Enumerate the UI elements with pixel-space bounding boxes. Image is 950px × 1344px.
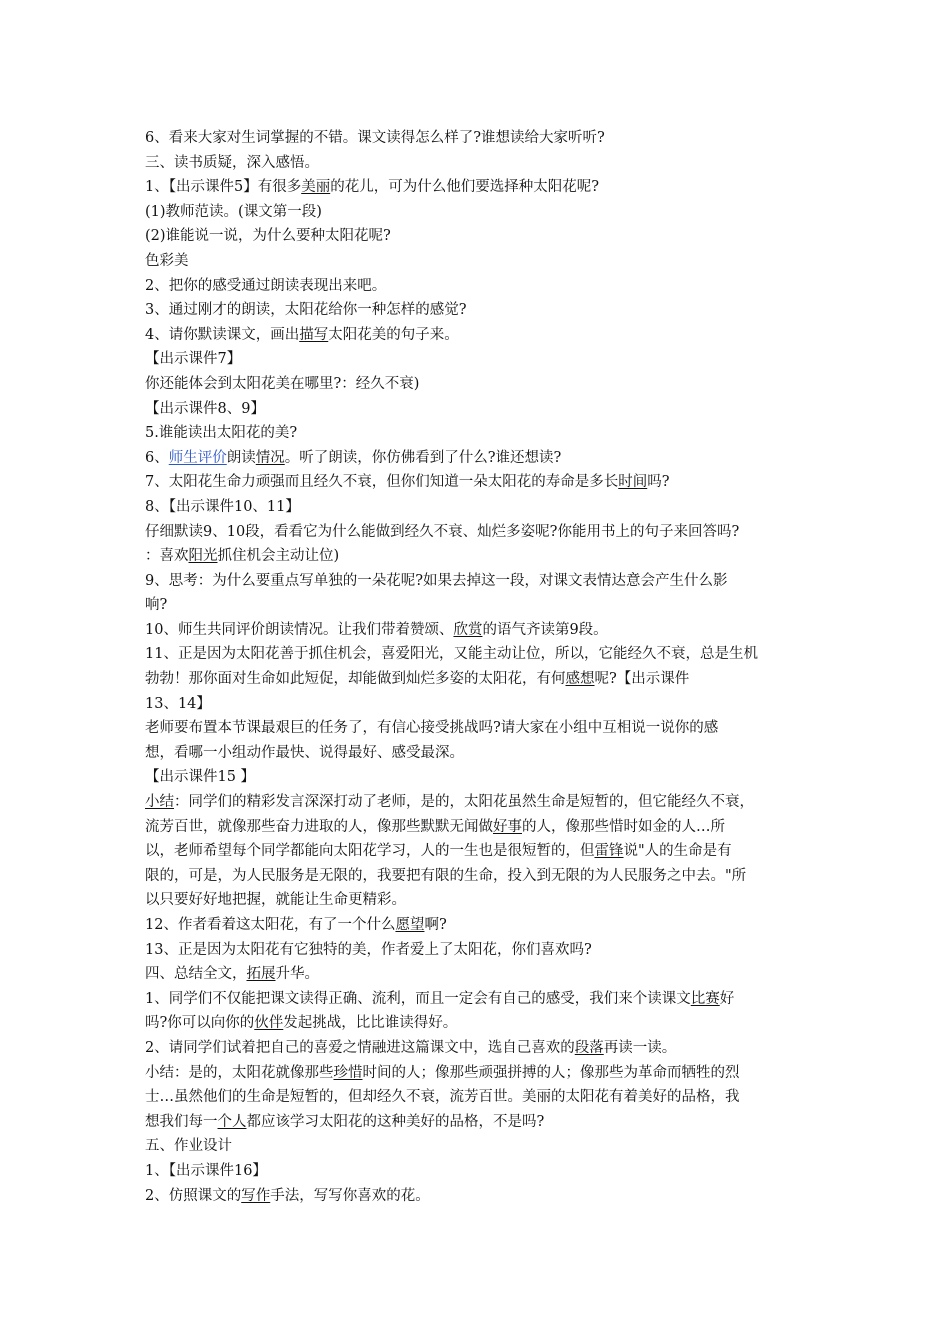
text-line (145, 1134, 815, 1159)
text-segment: 色彩美 (145, 252, 189, 269)
text-line (145, 987, 815, 1012)
text-line (145, 569, 815, 594)
text-segment: 【出示课件8、9】 (145, 400, 265, 417)
text-segment: 13、正是因为太阳花有它独特的美，作者爱上了太阳花，你们喜欢吗? (145, 941, 592, 958)
text-line (145, 593, 815, 618)
text-line (145, 298, 815, 323)
text-line (145, 1036, 815, 1061)
text-line (145, 446, 815, 471)
text-segment: (2)谁能说一说，为什么要种太阳花呢? (145, 228, 391, 245)
underlined-term: 写作 (241, 1187, 271, 1204)
text-segment: 四、总结全文， (145, 966, 247, 983)
text-segment: 手法，写写你喜欢的花。 (270, 1187, 430, 1204)
underlined-term: 愿望 (395, 917, 425, 933)
text-line (145, 815, 815, 840)
text-line (145, 765, 815, 790)
underlined-term: 个人 (217, 1113, 247, 1130)
text-line (145, 495, 815, 520)
text-line (145, 151, 815, 176)
text-line (145, 1184, 815, 1209)
text-line (145, 790, 815, 815)
text-segment: 以，老师希望每个同学都能向太阳花学习，人的一生也是很短暂的，但 (145, 843, 595, 860)
text-segment: 5.谁能读出太阳花的美? (145, 425, 298, 442)
text-segment: 的人，像那些惜时如金的人…所 (522, 818, 725, 835)
text-line (145, 347, 815, 372)
text-segment: 吗? (647, 474, 670, 491)
underlined-term: 时间 (618, 474, 648, 491)
text-line (145, 421, 815, 446)
text-segment: 都应该学习太阳花的这种美好的品格，不是吗? (246, 1113, 545, 1130)
text-line (145, 1085, 815, 1110)
underlined-term: 好事 (493, 818, 522, 835)
text-segment: 的语气齐读第9段。 (482, 621, 608, 638)
text-line (145, 520, 815, 545)
text-line (145, 323, 815, 348)
text-segment: 抓住机会主动让位) (217, 548, 340, 565)
text-line (145, 864, 815, 889)
text-segment: 1、【出示课件5】有很多 (145, 179, 302, 196)
text-line (145, 1110, 815, 1135)
text-segment: 想我们每一 (145, 1113, 218, 1130)
underlined-term: 比赛 (690, 990, 720, 1007)
text-line (145, 470, 815, 495)
text-line (145, 692, 815, 717)
text-segment: 发起挑战，比比谁读得好。 (283, 1015, 458, 1032)
underlined-term: 感想 (565, 671, 595, 688)
text-segment: 以只要好好地把握，就能让生命更精彩。 (145, 892, 406, 909)
text-segment: 7、太阳花生命力顽强而且经久不衰，但你们知道一朵太阳花的寿命是多长 (145, 474, 619, 491)
text-segment: 2、把你的感受通过朗读表现出来吧。 (145, 277, 387, 294)
text-segment: 呢?【出示课件 (594, 671, 690, 688)
text-line (145, 397, 815, 422)
text-segment: 士…虽然他们的生命是短暂的，但却经久不衰，流芳百世。美丽的太阳花有着美好的品格，我 (145, 1089, 740, 1106)
text-segment: 啊? (424, 917, 447, 933)
text-line (145, 1061, 815, 1086)
text-line (145, 962, 815, 987)
text-segment: 五、作业设计 (145, 1138, 232, 1155)
underlined-term: 珍惜 (333, 1064, 363, 1081)
text-segment: 流芳百世，就像那些奋力进取的人，像那些默默无闻做 (145, 818, 493, 835)
underlined-term: 阳光 (188, 548, 218, 565)
hyperlink[interactable]: 师生评价 (168, 449, 227, 466)
text-line (145, 1159, 815, 1184)
text-line (145, 913, 815, 938)
underlined-term: 欣赏 (453, 621, 483, 638)
text-segment: 8、【出示课件10、11】 (145, 498, 300, 515)
text-line (145, 544, 815, 569)
text-segment: 2、请同学们试着把自己的喜爱之情融进这篇课文中，选自己喜欢的 (145, 1039, 575, 1056)
text-segment: 1、同学们不仅能把课文读得正确、流利，而且一定会有自己的感受，我们来个读课文 (145, 990, 691, 1007)
text-segment: 2、仿照课文的 (145, 1187, 242, 1204)
text-segment: 11、正是因为太阳花善于抓住机会，喜爱阳光，又能主动让位，所以，它能经久不衰，总是生机 (145, 646, 758, 663)
text-segment: 吗?你可以向你的 (145, 1015, 255, 1032)
text-segment: (1)教师范读。(课文第一段) (145, 203, 322, 220)
text-line (145, 224, 815, 249)
text-segment: 老师要布置本节课最艰巨的任务了，有信心接受挑战吗?请大家在小组中互相说一说你的感 (145, 720, 719, 737)
text-segment: 。听了朗读，你仿佛看到了什么?谁还想读? (284, 449, 562, 466)
text-segment: 4、请你默读课文，画出 (145, 326, 300, 343)
text-segment: ：同学们的精彩发言深深打动了老师，是的，太阳花虽然生命是短暂的，但它能经久不衰， (174, 794, 754, 811)
text-line (145, 1011, 815, 1036)
text-line (145, 667, 815, 692)
text-line (145, 372, 815, 397)
text-segment: 6、 (145, 449, 169, 466)
text-segment: 三、读书质疑，深入感悟。 (145, 154, 319, 171)
text-segment: 【出示课件7】 (145, 351, 242, 368)
text-segment: 响? (145, 597, 168, 614)
text-line (145, 249, 815, 274)
text-segment: 1、【出示课件16】 (145, 1162, 267, 1179)
text-segment: 时间的人；像那些顽强拼搏的人；像那些为革命而牺牲的烈 (362, 1064, 740, 1081)
text-segment: 小结：是的，太阳花就像那些 (145, 1064, 334, 1081)
underlined-term: 伙伴 (254, 1015, 284, 1032)
text-segment: 12、作者看着这太阳花，有了一个什么 (145, 917, 396, 933)
text-segment: ：喜欢 (145, 548, 189, 565)
text-segment: 说"人的生命是有 (623, 843, 732, 860)
underlined-term: 美丽 (301, 179, 331, 196)
text-line (145, 175, 815, 200)
underlined-term: 拓展 (246, 966, 276, 983)
text-segment: 【出示课件15 】 (145, 769, 256, 786)
text-line (145, 888, 815, 913)
underlined-term: 段落 (574, 1039, 604, 1056)
underlined-term: 情况 (255, 449, 285, 466)
text-segment: 朗读 (226, 449, 256, 466)
text-line (145, 741, 815, 766)
text-segment: 9、思考：为什么要重点写单独的一朵花呢?如果去掉这一段，对课文表情达意会产生什么影 (145, 572, 728, 589)
text-segment: 勃勃！那你面对生命如此短促，却能做到灿烂多姿的太阳花，有何 (145, 671, 566, 688)
text-line (145, 274, 815, 299)
text-segment: 你还能体会到太阳花美在哪里?：经久不衰) (145, 375, 420, 392)
document-body (145, 126, 815, 1208)
text-segment: 6、看来大家对生词掌握的不错。课文读得怎么样了?谁想读给大家听听? (145, 130, 605, 146)
text-segment: 仔细默读9、10段，看看它为什么能做到经久不衰、灿烂多姿呢?你能用书上的句子来回答吗? (145, 523, 740, 540)
underlined-term: 雷锋 (594, 843, 624, 860)
underlined-term: 小结 (145, 794, 174, 811)
text-segment: 再读一读。 (603, 1039, 677, 1056)
text-segment: 升华。 (275, 966, 319, 983)
text-segment: 的花儿，可为什么他们要选择种太阳花呢? (330, 179, 599, 196)
text-line (145, 618, 815, 643)
text-line (145, 642, 815, 667)
text-line (145, 839, 815, 864)
text-segment: 10、师生共同评价朗读情况。让我们带着赞颂、 (145, 621, 454, 638)
text-line (145, 938, 815, 963)
text-segment: 好 (719, 990, 735, 1007)
text-line (145, 200, 815, 225)
text-segment: 3、通过刚才的朗读，太阳花给你一种怎样的感觉? (145, 302, 467, 319)
text-segment: 太阳花美的句子来。 (328, 326, 459, 343)
text-segment: 13、14】 (145, 695, 211, 712)
text-line (145, 126, 815, 151)
text-segment: 限的，可是，为人民服务是无限的，我要把有限的生命，投入到无限的为人民服务之中去。"所 (145, 867, 747, 884)
underlined-term: 描写 (299, 326, 329, 343)
text-segment: 想，看哪一小组动作最快、说得最好、感受最深。 (145, 744, 464, 761)
text-line (145, 716, 815, 741)
